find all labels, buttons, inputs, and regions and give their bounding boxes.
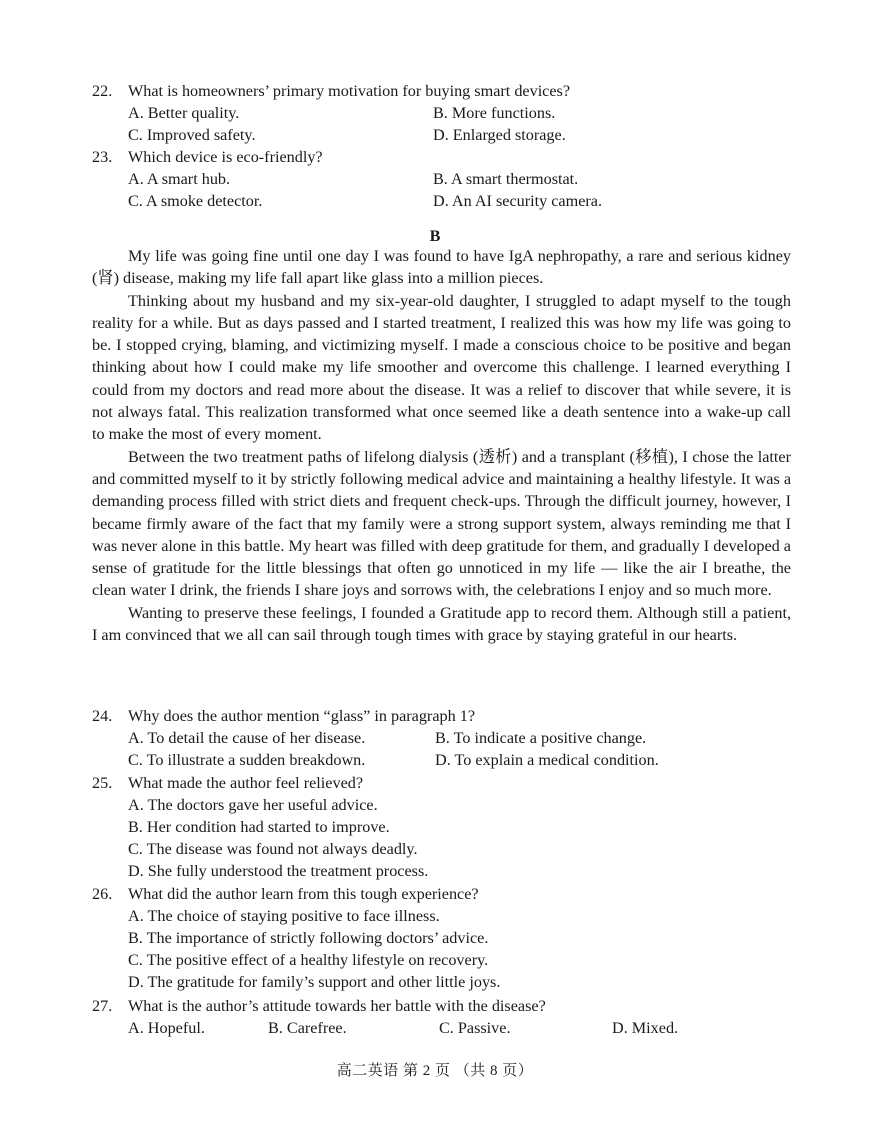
question-number: 24.: [92, 707, 113, 725]
section-title: B: [429, 227, 441, 245]
option-d: D. The gratitude for family’s support and other little joys.: [128, 973, 501, 991]
option-d: D. Mixed.: [612, 1019, 679, 1037]
option-b: B. The importance of strictly following doctors’ advice.: [128, 929, 489, 947]
option-a: A. The doctors gave her useful advice.: [128, 796, 378, 814]
question-number: 25.: [92, 774, 113, 792]
question-stem: What is homeowners’ primary motivation for buying smart devices?: [128, 82, 571, 100]
question-stem: What did the author learn from this tough experience?: [128, 885, 479, 903]
question-stem: Why does the author mention “glass” in paragraph 1?: [128, 707, 476, 725]
option-b: B. To indicate a positive change.: [435, 729, 647, 747]
option-c: C. The disease was found not always deadly.: [128, 840, 418, 858]
option-c: C. Passive.: [439, 1019, 511, 1037]
option-a: A. A smart hub.: [128, 170, 231, 188]
reading-passage: [92, 245, 791, 646]
option-b: B. Her condition had started to improve.: [128, 818, 390, 836]
option-a: A. The choice of staying positive to face illness.: [128, 907, 440, 925]
question-stem: What is the author’s attitude towards her battle with the disease?: [128, 997, 546, 1015]
option-b: B. Carefree.: [268, 1019, 347, 1037]
question-number: 27.: [92, 997, 113, 1015]
option-a: A. Hopeful.: [128, 1019, 205, 1037]
page-footer: 高二英语 第 2 页 （共 8 页）: [336, 1063, 534, 1079]
option-c: C. The positive effect of a healthy lifestyle on recovery.: [128, 951, 489, 969]
option-c: C. Improved safety.: [128, 126, 256, 144]
passage-paragraph-1: My life was going fine until one day I was found to have IgA nephropathy, a rare and serious kidney (肾) disease, making my life fall apart like glass into a million pieces.: [92, 247, 791, 288]
option-a: A. Better quality.: [128, 104, 240, 122]
option-a: A. To detail the cause of her disease.: [128, 729, 366, 747]
question-stem: What made the author feel relieved?: [128, 774, 364, 792]
option-b: B. More functions.: [433, 104, 556, 122]
option-c: C. A smoke detector.: [128, 192, 263, 210]
passage-paragraph-4: Wanting to preserve these feelings, I founded a Gratitude app to record them. Although still a patient, I am convinced that we all can sail through tough times with grace by staying grateful in our hearts.: [92, 603, 791, 645]
question-number: 23.: [92, 148, 113, 166]
option-c: C. To illustrate a sudden breakdown.: [128, 751, 366, 769]
option-d: D. To explain a medical condition.: [435, 751, 659, 769]
question-stem: Which device is eco-friendly?: [128, 148, 323, 166]
question-number: 22.: [92, 82, 113, 100]
option-d: D. Enlarged storage.: [433, 126, 566, 144]
question-number: 26.: [92, 885, 113, 903]
passage-paragraph-3: Between the two treatment paths of lifelong dialysis (透析) and a transplant (移植), I chose the latter and committed myself to it by strictly following medical advice and maintaining a healthy lifestyle. It was a demanding process filled with strict diets and frequent check-ups. Through the difficult journey, however, I became firmly aware of the fact that my family were a strong support system, always reminding me that I was never alone in this battle. My heart was filled with deep gratitude for them, and gradually I developed a sense of gratitude for the little blessings that often go unnoticed in my life — like the air I breathe, the clean water I drink, the friends I share joys and sorrows with, the celebrations I enjoy and so much more.: [92, 447, 791, 600]
passage-paragraph-2: Thinking about my husband and my six-year-old daughter, I struggled to adapt myself to the tough reality for a while. But as days passed and I started treatment, I realized this was how my life was going to be. I stopped crying, blaming, and victimizing myself. I made a conscious choice to be positive and began thinking about how I could make my life smoother and overcome this challenge. I learned everything I could from my doctors and read more about the disease. It was a relief to discover that while severe, it is not always fatal. This realization transformed what once seemed like a death sentence into a wake-up call to make the most of every moment.: [92, 291, 791, 444]
option-d: D. An AI security camera.: [433, 192, 603, 210]
option-b: B. A smart thermostat.: [433, 170, 579, 188]
option-d: D. She fully understood the treatment process.: [128, 862, 429, 880]
